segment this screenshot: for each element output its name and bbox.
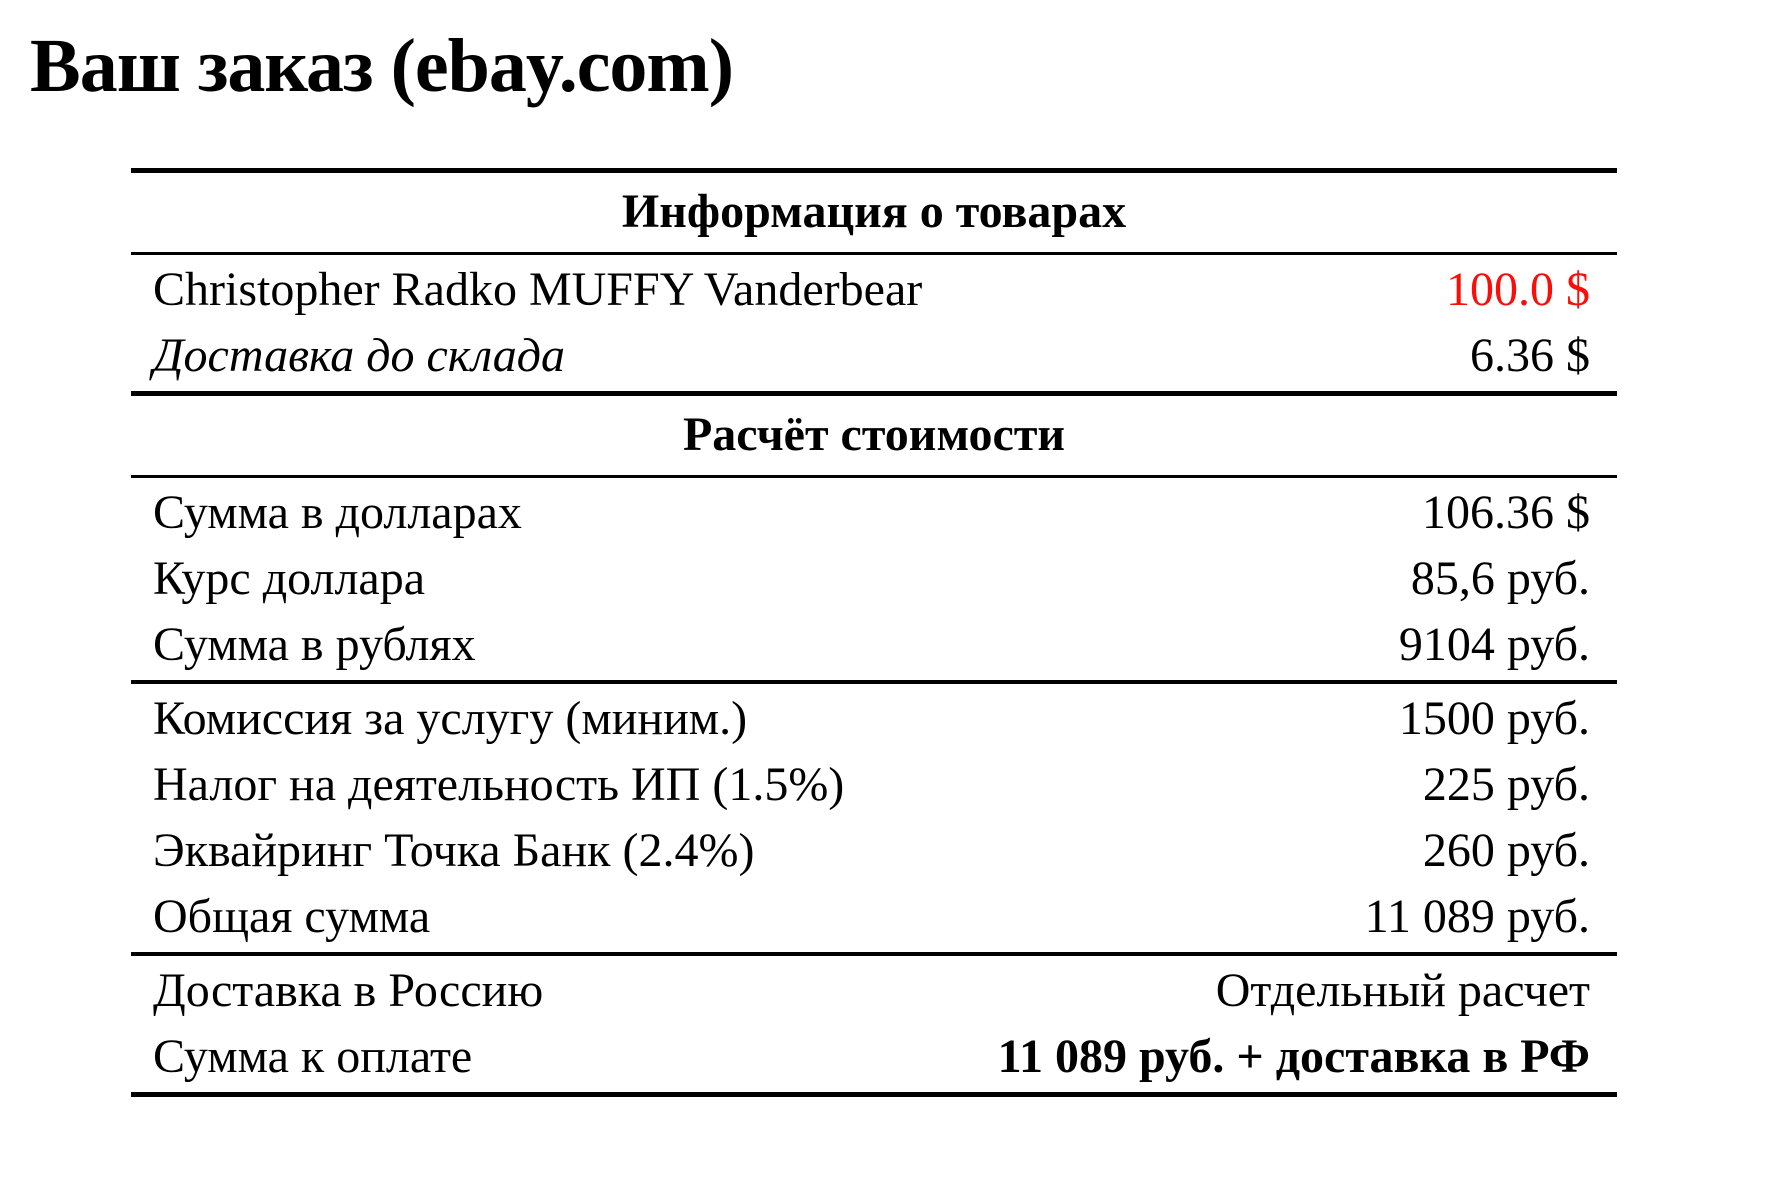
table-row-acquiring [131,818,1617,884]
table-row-product [131,257,1617,323]
table-row-exchange-rate [131,546,1617,612]
warehouse-shipping-label: Доставка до склада [153,329,565,382]
warehouse-shipping-price: 6.36 $ [1470,329,1590,382]
table-row-sum-dollars [131,480,1617,546]
sum-dollars-label: Сумма в долларах [153,486,522,539]
service-fee-label: Комиссия за услугу (миним.) [153,692,748,745]
calc-fees-group [131,684,1617,952]
calc-sums-group [131,478,1617,680]
delivery-group [131,956,1617,1092]
table-row-service-fee [131,686,1617,752]
table-row-delivery-russia [131,958,1617,1024]
products-rows-group [131,255,1617,391]
acquiring-value: 260 руб. [1422,824,1590,877]
amount-due-value: 11 089 руб. + доставка в РФ [997,1030,1590,1083]
table-row-total [131,884,1617,950]
tax-value: 225 руб. [1422,758,1590,811]
section-header-calculation: Расчёт стоимости [682,408,1066,461]
sum-dollars-value: 106.36 $ [1422,486,1590,539]
total-value: 11 089 руб. [1364,890,1590,943]
table-row-amount-due [131,1024,1617,1090]
tax-label: Налог на деятельность ИП (1.5%) [153,758,845,811]
total-label: Общая сумма [153,890,431,943]
sum-rubles-value: 9104 руб. [1398,618,1590,671]
exchange-rate-value: 85,6 руб. [1410,552,1590,605]
page-title: Ваш заказ (ebay.com) [30,24,734,108]
sum-rubles-label: Сумма в рублях [153,618,476,671]
delivery-russia-label: Доставка в Россию [153,964,544,1017]
service-fee-value: 1500 руб. [1398,692,1590,745]
acquiring-label: Эквайринг Точка Банк (2.4%) [153,824,755,877]
section-header-products: Информация о товарах [621,185,1127,238]
order-table [131,168,1617,1097]
delivery-russia-value: Отдельный расчет [1215,964,1590,1017]
amount-due-label: Сумма к оплате [153,1030,473,1083]
table-rule-bottom [131,1092,1617,1097]
table-row-tax [131,752,1617,818]
table-row-sum-rubles [131,612,1617,678]
table-row-warehouse-shipping [131,323,1617,389]
exchange-rate-label: Курс доллара [153,552,426,605]
product-name: Christopher Radko MUFFY Vanderbear [153,263,923,316]
product-price: 100.0 $ [1446,263,1590,316]
